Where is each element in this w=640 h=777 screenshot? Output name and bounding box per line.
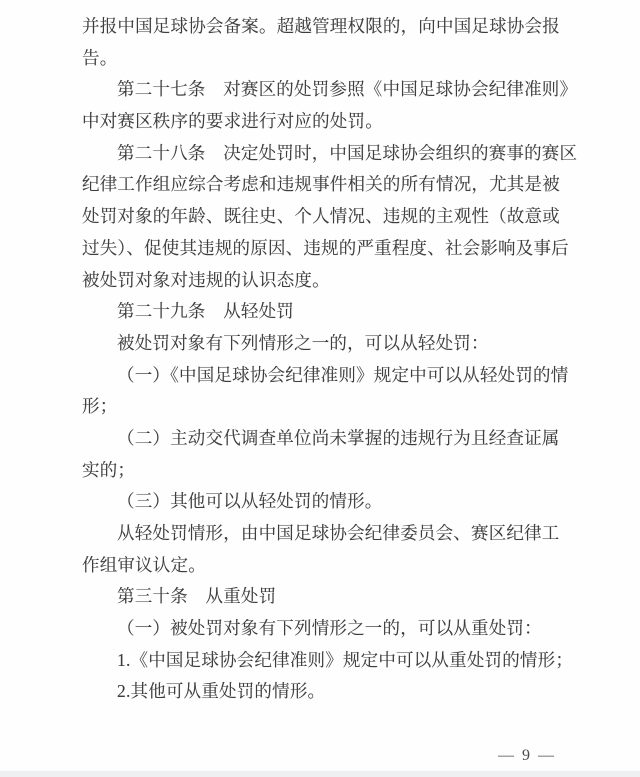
- document-text-block: [82, 11, 578, 708]
- text-line: 第二十九条 从轻处罚: [117, 301, 294, 322]
- text-line: 形；: [82, 396, 118, 417]
- text-line: （一）被处罚对象有下列情形之一的，可以从重处罚：: [117, 618, 542, 639]
- text-line: 1.《中国足球协会纪律准则》规定中可以从重处罚的情形；: [117, 649, 574, 670]
- text-line: （三）其他可以从轻处罚的情形。: [117, 491, 383, 512]
- text-line: 第三十条 从重处罚: [117, 586, 277, 607]
- text-line: 2.其他可从重处罚的情形。: [117, 681, 326, 702]
- text-line: 处罚对象的年龄、既往史、个人情况、违规的主观性（故意或: [82, 206, 560, 227]
- text-line: 从轻处罚情形，由中国足球协会纪律委员会、赛区纪律工: [117, 523, 560, 543]
- text-line: 并报中国足球协会备案。超越管理权限的，向中国足球协会报: [82, 16, 560, 36]
- text-line: 被处罚对象有下列情形之一的，可以从轻处罚：: [117, 332, 489, 353]
- text-line: 实的；: [82, 459, 136, 480]
- text-line: 纪律工作组应综合考虑和违规事件相关的所有情况，尤其是被: [82, 174, 560, 195]
- text-line: 中对赛区秩序的要求进行对应的处罚。: [82, 111, 383, 132]
- page-edge-divider: [0, 771, 640, 777]
- text-line: （一）《中国足球协会纪律准则》规定中可以从轻处罚的情: [117, 364, 569, 385]
- page-number: — 9 —: [498, 747, 556, 764]
- text-line: 作组审议认定。: [82, 554, 206, 575]
- text-line: 第二十八条 决定处罚时，中国足球协会组织的赛事的赛区: [117, 142, 578, 163]
- text-line: 第二十七条 对赛区的处罚参照《中国足球协会纪律准则》: [117, 79, 578, 100]
- text-line: 告。: [82, 47, 118, 68]
- text-line: （二）主动交代调查单位尚未掌握的违规行为且经查证属: [117, 427, 560, 448]
- text-line: 过失）、促使其违规的原因、违规的严重程度、社会影响及事后: [82, 237, 569, 258]
- text-line: 被处罚对象对违规的认识态度。: [82, 269, 330, 290]
